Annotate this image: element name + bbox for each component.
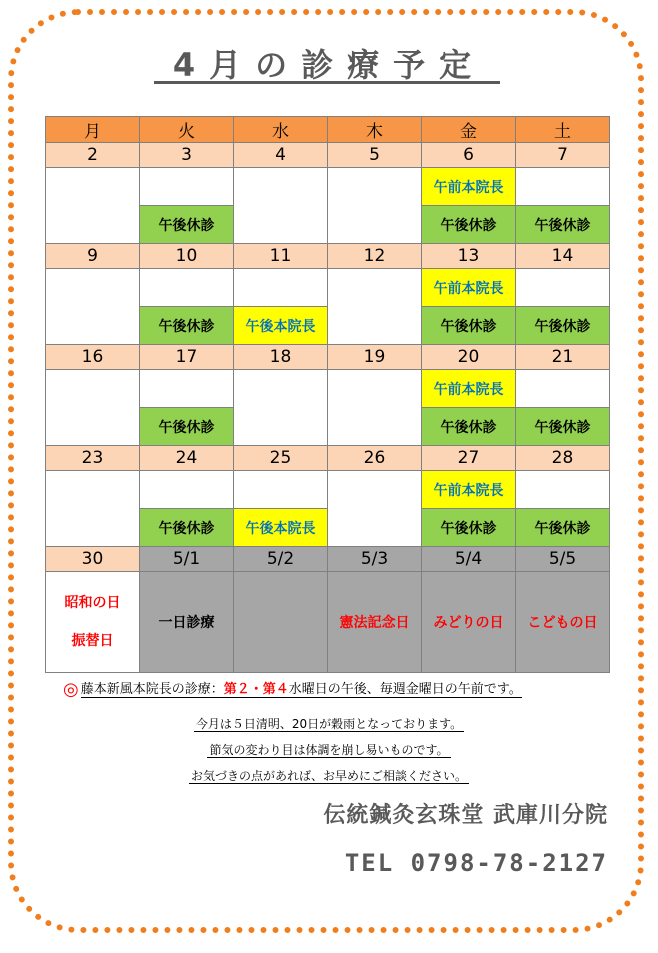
empty-cell [516, 269, 610, 307]
empty-cell [46, 168, 140, 244]
date-cell: 14 [516, 244, 610, 269]
date-cell: 5/5 [516, 547, 610, 572]
am-director-cell: 午前本院長 [422, 269, 516, 307]
date-cell: 11 [234, 244, 328, 269]
date-cell: 20 [422, 345, 516, 370]
empty-cell [46, 370, 140, 446]
empty-cell [140, 370, 234, 408]
message-line-3: お気づきの点があれば、お早めにご相談ください。 [190, 769, 467, 783]
date-row-week4 [46, 446, 610, 471]
constitution-day-cell: 憲法記念日 [328, 572, 422, 673]
weekday-mon: 月 [46, 117, 140, 143]
date-cell: 26 [328, 446, 422, 471]
pm-closed-cell: 午後休診 [422, 206, 516, 244]
date-row-week5 [46, 547, 610, 572]
date-cell: 5/1 [140, 547, 234, 572]
date-row-week2 [46, 244, 610, 269]
date-cell: 27 [422, 446, 516, 471]
clinic-name: 伝統鍼灸玄珠堂 武庫川分院 [323, 803, 608, 828]
date-cell: 30 [46, 547, 140, 572]
title-underline [154, 81, 500, 84]
date-cell: 5/4 [422, 547, 516, 572]
director-note-text: 藤本新風本院長の診療：第２・第４水曜日の午後、毎週金曜日の午前です。 [80, 682, 522, 697]
weekday-fri: 金 [422, 117, 516, 143]
date-cell: 10 [140, 244, 234, 269]
date-cell: 9 [46, 244, 140, 269]
greenery-day-cell: みどりの日 [422, 572, 516, 673]
message-line-2: 節気の変わり目は体調を崩し易いものです。 [209, 743, 449, 757]
empty-cell [328, 168, 422, 244]
pm-closed-cell: 午後休診 [516, 206, 610, 244]
director-schedule-note [63, 678, 522, 700]
pm-closed-cell: 午後休診 [516, 307, 610, 345]
phone-number: TEL 0798-78-2127 [344, 849, 608, 877]
weekday-wed: 水 [234, 117, 328, 143]
weekday-tue: 火 [140, 117, 234, 143]
empty-cell [140, 471, 234, 509]
director-note-highlight: 第２・第４ [223, 682, 289, 697]
am-director-cell: 午前本院長 [422, 370, 516, 408]
empty-cell [328, 269, 422, 345]
empty-cell [516, 168, 610, 206]
pm-director-cell: 午後本院長 [234, 509, 328, 547]
date-cell: 18 [234, 345, 328, 370]
am-row-week3 [46, 370, 610, 408]
empty-cell [516, 370, 610, 408]
date-cell: 24 [140, 446, 234, 471]
weekday-thu: 木 [328, 117, 422, 143]
schedule-calendar [45, 116, 610, 673]
date-cell: 21 [516, 345, 610, 370]
date-cell: 19 [328, 345, 422, 370]
date-cell: 2 [46, 143, 140, 168]
pm-closed-cell: 午後休診 [516, 509, 610, 547]
empty-cell [140, 168, 234, 206]
pm-closed-cell: 午後休診 [422, 509, 516, 547]
pm-closed-cell: 午後休診 [140, 307, 234, 345]
all-day-closed-cell: 一日診療 [140, 572, 234, 673]
holiday-label: 昭和の日 [64, 595, 121, 611]
page-title: 4月の診療予定 [172, 46, 486, 84]
empty-gray-cell [234, 572, 328, 673]
empty-cell [328, 370, 422, 446]
empty-cell [234, 269, 328, 307]
date-cell: 4 [234, 143, 328, 168]
am-director-cell: 午前本院長 [422, 471, 516, 509]
empty-cell [140, 269, 234, 307]
weekday-sat: 土 [516, 117, 610, 143]
empty-cell [328, 471, 422, 547]
weekday-header-row [46, 117, 610, 143]
showa-day-cell [46, 572, 140, 673]
empty-cell [46, 269, 140, 345]
date-cell: 7 [516, 143, 610, 168]
empty-cell [46, 471, 140, 547]
pm-director-cell: 午後本院長 [234, 307, 328, 345]
double-circle-icon: ◎ [63, 679, 79, 700]
am-director-cell: 午前本院長 [422, 168, 516, 206]
date-cell: 5/3 [328, 547, 422, 572]
am-row-week4 [46, 471, 610, 509]
pm-closed-cell: 午後休診 [422, 307, 516, 345]
pm-closed-cell: 午後休診 [422, 408, 516, 446]
holiday-row-week5 [46, 572, 610, 673]
date-cell: 3 [140, 143, 234, 168]
date-cell: 28 [516, 446, 610, 471]
date-row-week3 [46, 345, 610, 370]
date-cell: 13 [422, 244, 516, 269]
date-row-week1 [46, 143, 610, 168]
am-row-week2 [46, 269, 610, 307]
pm-closed-cell: 午後休診 [140, 509, 234, 547]
am-row-week1 [46, 168, 610, 206]
pm-closed-cell: 午後休診 [140, 206, 234, 244]
date-cell: 17 [140, 345, 234, 370]
empty-cell [234, 370, 328, 446]
date-cell: 23 [46, 446, 140, 471]
date-cell: 16 [46, 345, 140, 370]
date-cell: 5 [328, 143, 422, 168]
substitute-label: 振替日 [71, 633, 114, 649]
empty-cell [516, 471, 610, 509]
childrens-day-cell: こどもの日 [516, 572, 610, 673]
empty-cell [234, 471, 328, 509]
pm-closed-cell: 午後休診 [516, 408, 610, 446]
pm-closed-cell: 午後休診 [140, 408, 234, 446]
empty-cell [234, 168, 328, 244]
date-cell: 5/2 [234, 547, 328, 572]
date-cell: 12 [328, 244, 422, 269]
date-cell: 25 [234, 446, 328, 471]
message-line-1: 今月は５日清明、20日が穀雨となっております。 [195, 717, 463, 731]
date-cell: 6 [422, 143, 516, 168]
